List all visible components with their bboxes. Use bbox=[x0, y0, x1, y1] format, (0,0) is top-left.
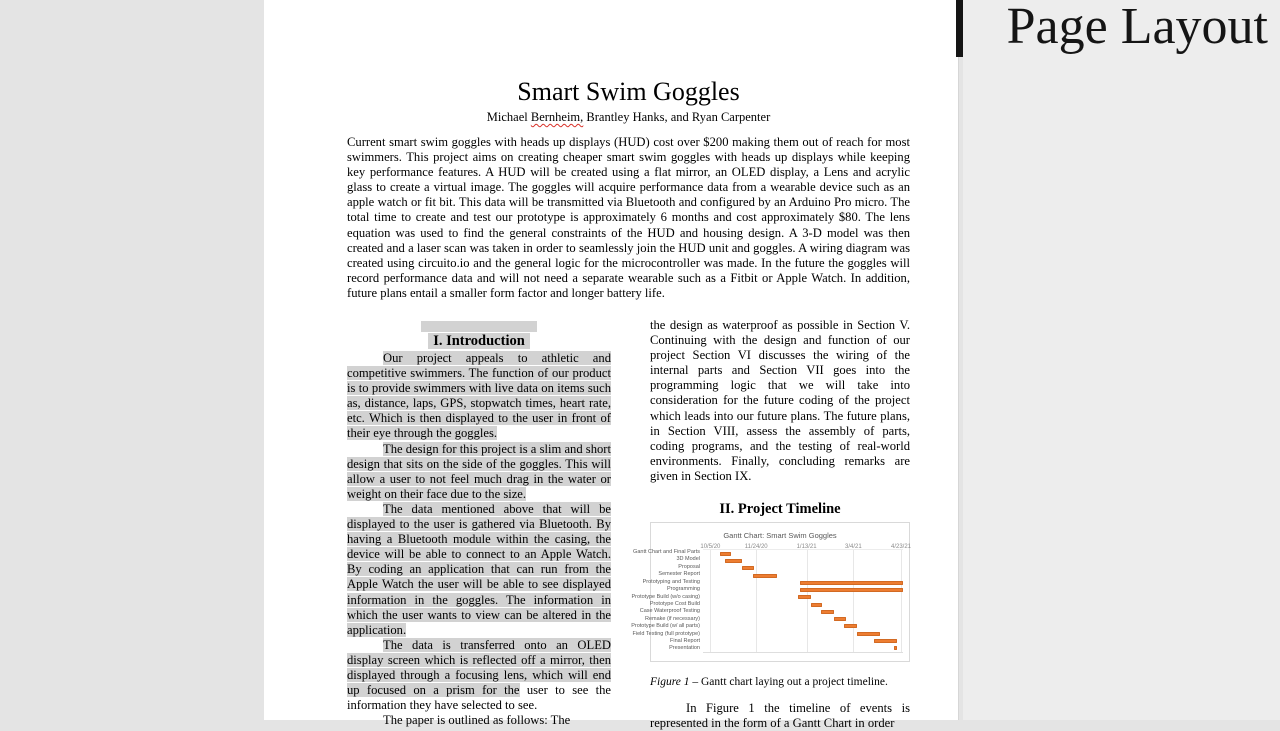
gantt-task-label: Remake (if necessary) bbox=[644, 615, 700, 622]
paper-title: Smart Swim Goggles bbox=[517, 77, 740, 106]
scrollbar-thumb[interactable] bbox=[956, 0, 963, 57]
section-heading-introduction: I. Introduction bbox=[347, 332, 611, 351]
intro-paragraph-5-clipped: The paper is outlined as follows: The bbox=[383, 713, 571, 728]
gantt-row bbox=[703, 572, 903, 579]
gantt-axis-tick-label: 11/24/20 bbox=[744, 544, 768, 551]
gantt-task-labels bbox=[631, 548, 700, 653]
video-caption: Page Layout bbox=[1006, 0, 1268, 55]
gantt-bar bbox=[800, 588, 903, 592]
left-column bbox=[347, 318, 611, 728]
selected-empty-line bbox=[421, 321, 537, 332]
after-figure-paragraph: In Figure 1 the timeline of events is represented in the form of a Gantt Chart in order bbox=[650, 701, 910, 731]
gantt-task-label: Gantt Chart and Final Parts bbox=[633, 548, 700, 555]
gantt-bar bbox=[753, 574, 777, 578]
gantt-row bbox=[703, 645, 903, 652]
intro-continuation-paragraph: the design as waterproof as possible in Section V. Continuing with the design and function of our project Section VI discusses the wiring of the internal parts and Section VII goes into the programming logic that we will take into consideration for the future coding of the project which leads into our future plans. The future plans, in Section VIII, assess the assembly of parts, coding programs, and the testing of real-world environments. Finally, concluding remarks are given in Section IX. bbox=[650, 318, 910, 483]
gantt-row bbox=[703, 608, 903, 615]
paper-authors bbox=[347, 110, 910, 125]
misspelled-word: Bernheim, bbox=[530, 110, 584, 124]
author-text: Michael bbox=[486, 110, 531, 124]
gantt-task-label: Prototype Build (w/ all parts) bbox=[631, 623, 700, 630]
gantt-task-label: Proposal bbox=[678, 563, 700, 570]
gantt-chart-title: Gantt Chart: Smart Swim Goggles bbox=[723, 531, 837, 541]
gantt-task-label: Presentation bbox=[669, 645, 700, 652]
section-heading-project-timeline: II. Project Timeline bbox=[719, 501, 841, 518]
gantt-task-label: Prototype Cost Build bbox=[649, 600, 700, 607]
gantt-bar bbox=[844, 624, 857, 628]
gantt-task-label: Case Waterproof Testing bbox=[639, 608, 700, 615]
abstract-paragraph: Current smart swim goggles with heads up displays (HUD) cost over $200 making them out of reach for most swimmers. This project aims on creating cheaper smart swim goggles with heads up displays while keeping key performance features. A HUD will be created using a flat mirror, an OLED display, a Lens and acrylic glass to create a virtual image. The goggles will acquire performance data from a wearable device such as an apple watch or fit bit. This data will be transmitted via Bluetooth and configured by an Arduino Pro micro. The total time to create and test our prototype is approximately 6 months and cost approximately $80. The lens equation was used to find the general constraints of the HUD and housing design. A 3-D model was then created and a laser scan was taken in order to seamlessly join the HUD unit and goggles. A wiring diagram was created using circuito.io and the general logic for the microcontroller was made. In the future the goggles will record performance data and will not need a separate wearable such as a Fitbit or Apple Watch. In addition, future plans entail a smaller form factor and longer battery life. bbox=[347, 135, 910, 300]
gantt-row bbox=[703, 630, 903, 637]
gantt-row bbox=[703, 579, 903, 586]
figure-caption-label: Figure 1 bbox=[650, 676, 690, 689]
gantt-task-label: 3D Model bbox=[676, 556, 700, 563]
gantt-bar bbox=[725, 559, 742, 563]
gantt-row bbox=[703, 601, 903, 608]
gantt-bar bbox=[742, 566, 755, 570]
intro-paragraph-1: Our project appeals to athletic and competitive swimmers. The function of our product is to provide swimmers with live data on items such as, distance, laps, GPS, stopwatch times, heart rate, etc. Which is then displayed to the user in front of their eye through the goggles. bbox=[347, 351, 611, 441]
gantt-axis-tick-label: 1/13/21 bbox=[796, 544, 817, 551]
gantt-bar bbox=[800, 581, 903, 585]
gantt-task-label: Semester Report bbox=[658, 571, 700, 578]
gantt-rows bbox=[703, 550, 903, 652]
gantt-bar bbox=[874, 639, 897, 643]
gantt-row bbox=[703, 616, 903, 623]
gantt-task-label: Prototyping and Testing bbox=[642, 578, 700, 585]
gantt-bar bbox=[834, 617, 846, 621]
gantt-task-label: Prototype Build (w/o casing) bbox=[631, 593, 700, 600]
intro-paragraph-3: The data mentioned above that will be displayed to the user is gathered via Bluetooth. By having a Bluetooth module within the casing, the device will be able to connect to an Apple Watch. By coding an application that can run from the Apple Watch the user will be able to see displayed information in the goggles. The information in which the user wants to view can be altered in the application. bbox=[347, 501, 611, 637]
gantt-row bbox=[703, 637, 903, 644]
gantt-axis-tick-label: 3/4/21 bbox=[845, 544, 862, 551]
gantt-row bbox=[703, 594, 903, 601]
intro-paragraph-4: The data is transferred onto an OLED display screen which is reflected off a mirror, then displayed through a focusing lens, which will end up focused on a prism for the user to see the information they have selected to see. bbox=[347, 637, 611, 713]
gantt-task-label: Field Testing (full prototype) bbox=[632, 630, 700, 637]
gantt-bar bbox=[857, 632, 880, 636]
gantt-task-label: Programming bbox=[666, 586, 700, 593]
gantt-axis-tick-label: 10/5/20 bbox=[700, 544, 721, 551]
gantt-bar bbox=[821, 610, 834, 614]
gantt-axis-tick-label: 4/23/21 bbox=[890, 544, 912, 551]
figure-caption: Figure 1 – Gantt chart laying out a project timeline. bbox=[650, 676, 888, 689]
intro-paragraph-2: The design for this project is a slim and short design that sits on the side of the goggles. This will allow a user to not feel much drag in the water or weight on their face due to the size. bbox=[347, 441, 611, 501]
gantt-row bbox=[703, 565, 903, 572]
author-text: Brantley Hanks, and Ryan Carpenter bbox=[583, 110, 771, 124]
right-margin-panel bbox=[963, 0, 1280, 720]
gantt-bar bbox=[894, 646, 898, 650]
gantt-task-label: Final Report bbox=[670, 638, 700, 645]
document-page[interactable] bbox=[264, 0, 959, 731]
gantt-plot bbox=[700, 544, 912, 653]
gantt-row bbox=[703, 623, 903, 630]
gantt-bar bbox=[720, 552, 731, 556]
gantt-row bbox=[703, 586, 903, 593]
right-column bbox=[631, 318, 912, 731]
gantt-row bbox=[703, 557, 903, 564]
gantt-chart-figure[interactable] bbox=[631, 522, 912, 662]
gantt-bar bbox=[811, 603, 822, 607]
gantt-bar bbox=[798, 595, 811, 599]
